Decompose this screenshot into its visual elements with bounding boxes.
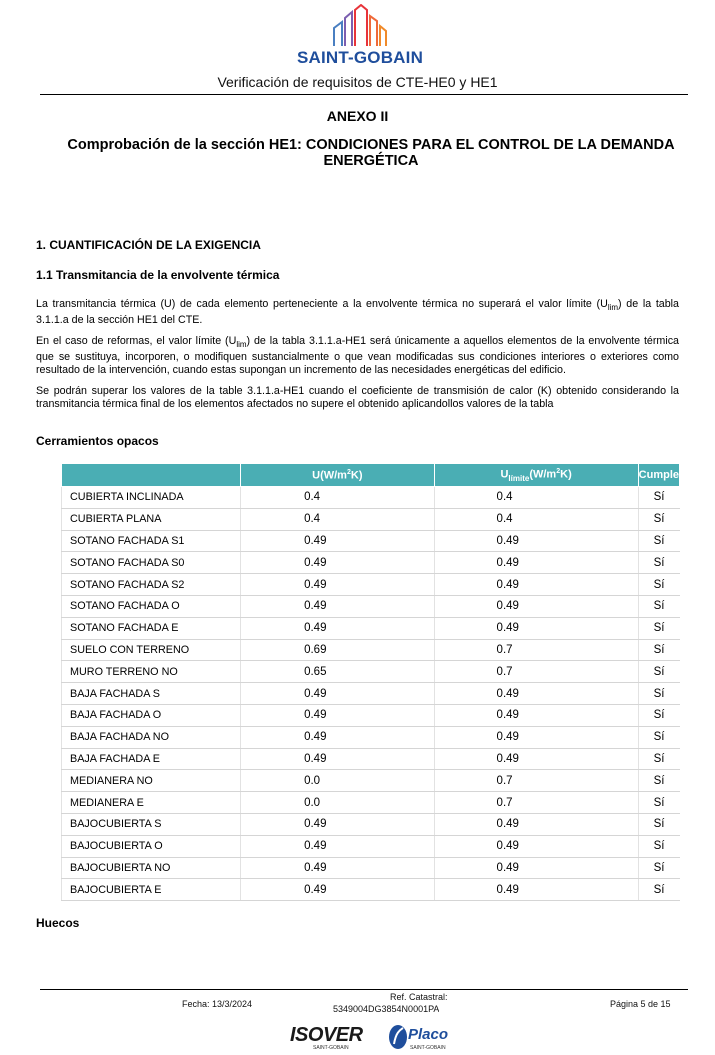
header-ulim: [434, 464, 638, 487]
saint-gobain-logo-icon: [328, 4, 392, 48]
cell-name: SOTANO FACHADA S2: [62, 574, 241, 596]
cell-u: 0.49: [241, 617, 434, 639]
paragraph-2-text-a: En el caso de reformas, el valor límite (U: [36, 335, 237, 347]
footer-ref-value: 5349004DG3854N0001PA: [333, 1004, 440, 1013]
isover-logo: ISOVER: [290, 1024, 363, 1046]
table-row: [62, 487, 680, 509]
header-ulim-text: U: [500, 468, 509, 481]
cell-name: BAJOCUBIERTA NO: [62, 857, 241, 879]
paragraph-2-text-b: ) de la tabla 3.1.1.a-HE1 será únicamente a aquellos elementos de la envolvente térmica que se sustituya, incorporen, o modifiquen sustancialmente o que vean modificadas sus condiciones interiores o exteriores como resultado de la intervención, cuando estas supongan un incremento de las necesidades energéticas del edificio.: [36, 335, 679, 377]
cell-ulim: 0.7: [434, 770, 638, 792]
cell-name: BAJOCUBIERTA S: [62, 813, 241, 835]
cell-name: SOTANO FACHADA O: [62, 595, 241, 617]
header-name: [62, 464, 241, 487]
cell-cumple: Sí: [638, 661, 679, 683]
annex-title: ANEXO II: [326, 108, 389, 124]
cell-cumple: Sí: [638, 508, 679, 530]
cell-cumple: Sí: [638, 574, 679, 596]
table-row: [62, 661, 680, 683]
cell-u: 0.0: [241, 770, 434, 792]
footer-ref-label: Ref. Catastral:: [390, 992, 448, 1002]
cell-cumple: Sí: [638, 683, 679, 705]
table-header-row: [62, 464, 680, 487]
table-row: [62, 857, 680, 879]
cell-ulim: 0.49: [434, 835, 638, 857]
paragraph-1-sub: lim: [607, 303, 619, 313]
header-ulim-unit: (W/m: [529, 468, 557, 481]
cell-ulim: 0.49: [434, 574, 638, 596]
table-row: [62, 879, 680, 901]
cell-cumple: Sí: [638, 639, 679, 661]
cell-ulim: 0.49: [434, 595, 638, 617]
cell-name: MURO TERRENO NO: [62, 661, 241, 683]
isover-logo-sub: SAINT-GOBAIN: [313, 1045, 349, 1051]
header-u-text: U(W/m: [312, 469, 347, 482]
paragraph-3: Se podrán superar los valores de la table 3.1.1.a-HE1 cuando el coeficiente de transmisión de calor (K) obtenido considerando la transmitancia térmica final de los elementos afectados no supere el obtenido aplicandollos valores de la tabla: [36, 385, 679, 410]
cell-ulim: 0.49: [434, 683, 638, 705]
table-row: [62, 683, 680, 705]
cell-ulim: 0.49: [434, 530, 638, 552]
cell-u: 0.49: [241, 704, 434, 726]
cell-name: BAJA FACHADA S: [62, 683, 241, 705]
table-row: [62, 508, 680, 530]
cell-name: SOTANO FACHADA S1: [62, 530, 241, 552]
heading-huecos: Huecos: [36, 916, 80, 930]
table-row: [62, 813, 680, 835]
paragraph-1: [36, 298, 679, 327]
heading-cerramientos-opacos: Cerramientos opacos: [36, 434, 159, 448]
table-row: [62, 704, 680, 726]
placo-logo: Placo: [408, 1026, 449, 1043]
cell-ulim: 0.4: [434, 508, 638, 530]
cell-u: 0.49: [241, 552, 434, 574]
cell-u: 0.49: [241, 530, 434, 552]
cell-u: 0.0: [241, 792, 434, 814]
cell-cumple: Sí: [638, 879, 679, 901]
cell-name: BAJA FACHADA O: [62, 704, 241, 726]
cell-ulim: 0.49: [434, 617, 638, 639]
header-ulim-sup: 2: [556, 467, 561, 475]
cell-cumple: Sí: [638, 704, 679, 726]
table-row: [62, 617, 680, 639]
table-row: [62, 770, 680, 792]
cell-u: 0.49: [241, 857, 434, 879]
heading-transmitancia: 1.1 Transmitancia de la envolvente térmica: [36, 268, 280, 282]
cell-u: 0.49: [241, 574, 434, 596]
table-row: [62, 530, 680, 552]
placo-logo-icon: [388, 1024, 408, 1050]
cell-cumple: Sí: [638, 487, 679, 509]
cell-ulim: 0.4: [434, 487, 638, 509]
cell-u: 0.49: [241, 813, 434, 835]
header-ulim-sub: límite: [508, 473, 530, 483]
cell-cumple: Sí: [638, 595, 679, 617]
cell-ulim: 0.49: [434, 704, 638, 726]
cell-name: SOTANO FACHADA E: [62, 617, 241, 639]
footer-date: Fecha: 13/3/2024: [182, 999, 253, 1009]
heading-cuantificacion: 1. CUANTIFICACIÓN DE LA EXIGENCIA: [36, 238, 261, 252]
cell-ulim: 0.49: [434, 748, 638, 770]
cell-name: SOTANO FACHADA S0: [62, 552, 241, 574]
cell-cumple: Sí: [638, 617, 679, 639]
table-row: [62, 748, 680, 770]
cell-u: 0.49: [241, 683, 434, 705]
cell-cumple: Sí: [638, 857, 679, 879]
cell-u: 0.49: [241, 879, 434, 901]
paragraph-2: [36, 335, 679, 377]
document-title: Verificación de requisitos de CTE-HE0 y HE1: [217, 74, 498, 90]
cell-ulim: 0.49: [434, 552, 638, 574]
cell-name: BAJA FACHADA E: [62, 748, 241, 770]
cell-u: 0.4: [241, 487, 434, 509]
cell-name: BAJOCUBIERTA O: [62, 835, 241, 857]
cell-ulim: 0.49: [434, 726, 638, 748]
cell-ulim: 0.49: [434, 857, 638, 879]
cell-u: 0.49: [241, 595, 434, 617]
cell-u: 0.4: [241, 508, 434, 530]
header-rule: [40, 94, 688, 95]
table-row: [62, 792, 680, 814]
cell-ulim: 0.7: [434, 639, 638, 661]
cell-ulim: 0.7: [434, 661, 638, 683]
cell-cumple: Sí: [638, 835, 679, 857]
cell-ulim: 0.49: [434, 879, 638, 901]
cell-cumple: Sí: [638, 813, 679, 835]
cell-name: BAJOCUBIERTA E: [62, 879, 241, 901]
cell-name: MEDIANERA E: [62, 792, 241, 814]
header-u: [241, 464, 434, 487]
cell-cumple: Sí: [638, 792, 679, 814]
table-row: [62, 726, 680, 748]
cell-name: CUBIERTA INCLINADA: [62, 487, 241, 509]
cell-u: 0.69: [241, 639, 434, 661]
opaque-elements-table: [61, 463, 680, 901]
paragraph-1-text-b: ) de la tabla 3.1.1.a de la sección HE1 del CTE.: [36, 298, 679, 327]
cell-cumple: Sí: [638, 770, 679, 792]
footer-page-number: Página 5 de 15: [610, 999, 671, 1009]
table-row: [62, 639, 680, 661]
placo-logo-sub: SAINT-GOBAIN: [410, 1045, 446, 1051]
cell-u: 0.49: [241, 726, 434, 748]
paragraph-2-sub: lim: [236, 340, 247, 350]
paragraph-1-text-a: La transmitancia térmica (U) de cada elemento perteneciente a la envolvente térmica no superará el valor límite (U: [36, 298, 608, 310]
cell-u: 0.49: [241, 835, 434, 857]
footer-rule: [40, 989, 688, 990]
header-cumple: Cumple: [638, 464, 679, 487]
header-ulim-unit-end: K): [560, 468, 572, 481]
table-row: [62, 595, 680, 617]
cell-name: CUBIERTA PLANA: [62, 508, 241, 530]
cell-ulim: 0.49: [434, 813, 638, 835]
cell-u: 0.65: [241, 661, 434, 683]
section-title: Comprobación de la sección HE1: CONDICIONES PARA EL CONTROL DE LA DEMANDA ENERGÉTICA: [67, 137, 675, 169]
cell-cumple: Sí: [638, 552, 679, 574]
table-row: [62, 552, 680, 574]
cell-cumple: Sí: [638, 748, 679, 770]
cell-name: BAJA FACHADA NO: [62, 726, 241, 748]
header-u-unit: K): [350, 469, 363, 482]
cell-ulim: 0.7: [434, 792, 638, 814]
table-row: [62, 574, 680, 596]
table-row: [62, 835, 680, 857]
cell-cumple: Sí: [638, 530, 679, 552]
brand-name: SAINT-GOBAIN: [296, 48, 424, 67]
cell-name: MEDIANERA NO: [62, 770, 241, 792]
header-u-sup: 2: [346, 468, 351, 476]
saint-gobain-logo: [290, 4, 430, 70]
cell-name: SUELO CON TERRENO: [62, 639, 241, 661]
cell-u: 0.49: [241, 748, 434, 770]
cell-cumple: Sí: [638, 726, 679, 748]
